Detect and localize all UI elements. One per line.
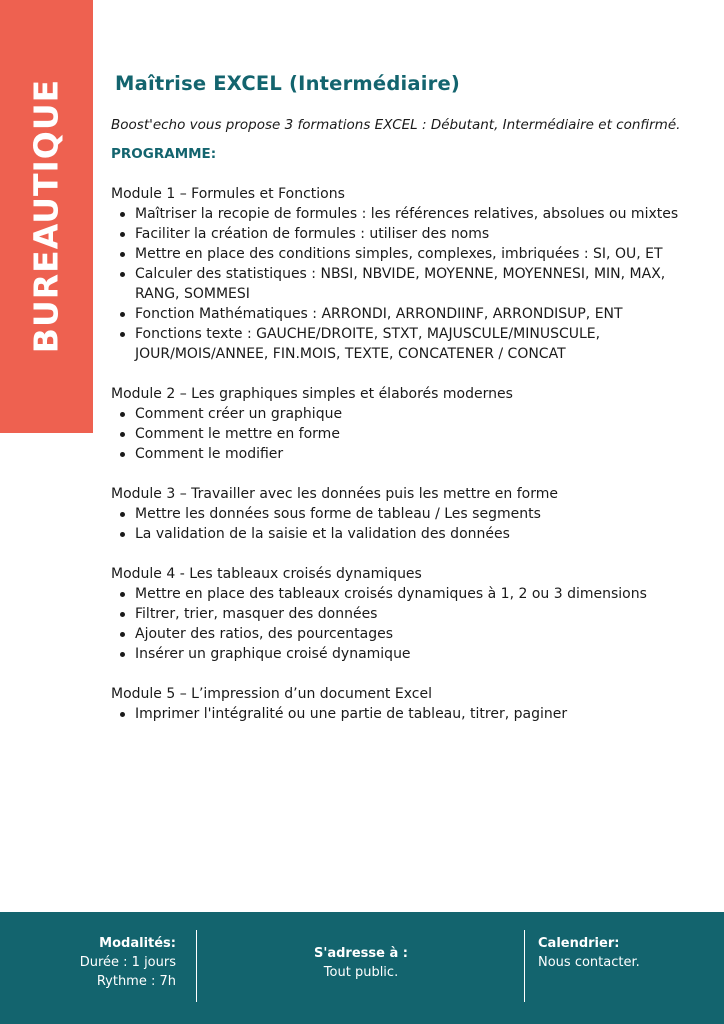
list-item: Insérer un graphique croisé dynamique (135, 644, 691, 664)
module-3 (111, 484, 691, 544)
calendrier-heading: Calendrier: (538, 936, 620, 951)
list-item: Comment le mettre en forme (135, 424, 691, 444)
list-item: Faciliter la création de formules : utiliser des noms (135, 224, 691, 244)
list-item: La validation de la saisie et la validation des données (135, 524, 691, 544)
module-title: Module 1 – Formules et Fonctions (111, 186, 345, 202)
list-item: Mettre en place des tableaux croisés dynamiques à 1, 2 ou 3 dimensions (135, 584, 691, 604)
module-title: Module 4 - Les tableaux croisés dynamiques (111, 566, 422, 582)
bullet-list (111, 584, 691, 664)
footer-divider (196, 930, 197, 1002)
modalites-heading: Modalités: (99, 936, 176, 951)
footer-calendrier (538, 934, 640, 972)
module-1 (111, 184, 691, 364)
footer-public (200, 944, 522, 982)
modules-list (111, 184, 691, 724)
sidebar-label: BUREAUTIQUE (26, 78, 66, 354)
list-item: Imprimer l'intégralité ou une partie de tableau, titrer, paginer (135, 704, 691, 724)
module-title: Module 2 – Les graphiques simples et élaborés modernes (111, 386, 513, 402)
list-item: Fonctions texte : GAUCHE/DROITE, STXT, MAJUSCULE/MINUSCULE, JOUR/MOIS/ANNEE, FIN.MOIS, TEXTE, CONCATENER / CONCAT (135, 324, 691, 364)
public-heading: S'adresse à : (314, 946, 408, 961)
list-item: Mettre les données sous forme de tableau / Les segments (135, 504, 691, 524)
sidebar-band (0, 0, 93, 433)
list-item: Filtrer, trier, masquer des données (135, 604, 691, 624)
footer (0, 912, 724, 1024)
bullet-list (111, 204, 691, 364)
modalites-duration: Durée : 1 jours (79, 955, 176, 970)
footer-modalites (80, 934, 176, 991)
intro-text: Boost'echo vous propose 3 formations EXCEL : Débutant, Intermédiaire et confirmé. (111, 117, 681, 133)
programme-heading: PROGRAMME: (111, 146, 217, 162)
bullet-list (111, 404, 691, 464)
list-item: Comment le modifier (135, 444, 691, 464)
modalites-rhythm: Rythme : 7h (96, 974, 176, 989)
list-item: Mettre en place des conditions simples, complexes, imbriquées : SI, OU, ET (135, 244, 691, 264)
bullet-list (111, 504, 691, 544)
list-item: Ajouter des ratios, des pourcentages (135, 624, 691, 644)
calendrier-value: Nous contacter. (538, 955, 640, 970)
list-item: Comment créer un graphique (135, 404, 691, 424)
bullet-list (111, 704, 691, 724)
module-title: Module 5 – L’impression d’un document Excel (111, 686, 432, 702)
footer-divider (524, 930, 525, 1002)
module-5 (111, 684, 691, 724)
module-title: Module 3 – Travailler avec les données puis les mettre en forme (111, 486, 558, 502)
public-value: Tout public. (323, 965, 399, 980)
list-item: Maîtriser la recopie de formules : les références relatives, absolues ou mixtes (135, 204, 691, 224)
page-title: Maîtrise EXCEL (Intermédiaire) (115, 72, 460, 95)
main-content (111, 72, 691, 724)
module-4 (111, 564, 691, 664)
list-item: Fonction Mathématiques : ARRONDI, ARRONDIINF, ARRONDISUP, ENT (135, 304, 691, 324)
list-item: Calculer des statistiques : NBSI, NBVIDE, MOYENNE, MOYENNESI, MIN, MAX, RANG, SOMMESI (135, 264, 691, 304)
module-2 (111, 384, 691, 464)
